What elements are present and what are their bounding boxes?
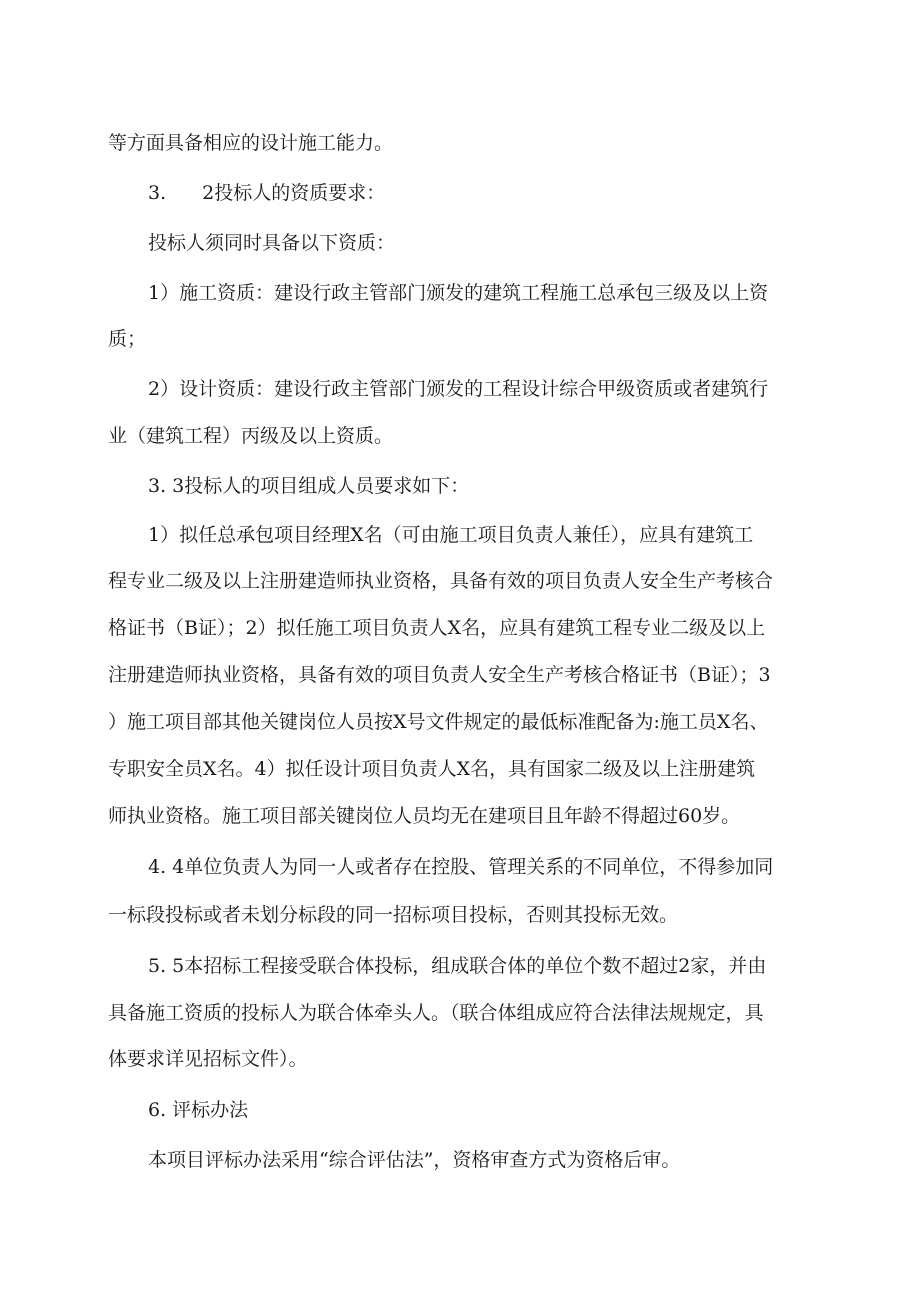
section-number: 3. — [148, 182, 167, 204]
text-line: 5. 5本招标工程接受联合体投标，组成联合体的单位个数不超过2家，并由 — [148, 955, 767, 977]
section-title: 2投标人的资质要求： — [202, 182, 386, 204]
text-line: 4. 4单位负责人为同一人或者存在控股、管理关系的不同单位，不得参加同 — [148, 856, 774, 878]
text-line: 注册建造师执业资格，具备有效的项目负责人安全生产考核合格证书（B证）；3 — [108, 664, 771, 686]
text-line: 2）设计资质：建设行政主管部门颁发的工程设计综合甲级资质或者建筑行 — [148, 378, 769, 400]
section-heading: 6. 评标办法 — [148, 1099, 249, 1121]
section-heading — [148, 181, 385, 205]
text-line: 一标段投标或者未划分标段的同一招标项目投标，否则其投标无效。 — [108, 904, 679, 926]
section-heading: 3. 3投标人的项目组成人员要求如下： — [148, 475, 470, 497]
text-line: 投标人须同时具备以下资质： — [148, 232, 396, 254]
text-line: 程专业二级及以上注册建造师执业资格，具备有效的项目负责人安全生产考核合 — [108, 570, 774, 592]
text-line: ）施工项目部其他关键岗位人员按X号文件规定的最低标准配备为:施工员X名、 — [108, 711, 769, 733]
text-line: 专职安全员X名。4）拟任设计项目负责人X名，具有国家二级及以上注册建筑 — [108, 758, 756, 780]
text-line: 师执业资格。施工项目部关键岗位人员均无在建项目且年龄不得超过60岁。 — [108, 805, 741, 827]
text-line: 质； — [108, 328, 147, 350]
text-line: 体要求详见招标文件）。 — [108, 1048, 308, 1070]
text-line: 1）拟任总承包项目经理X名（可由施工项目负责人兼任），应具有建筑工 — [148, 524, 754, 546]
text-line: 业（建筑工程）丙级及以上资质。 — [108, 425, 394, 447]
text-line: 等方面具备相应的设计施工能力。 — [108, 132, 394, 154]
text-line: 1）施工资质：建设行政主管部门颁发的建筑工程施工总承包三级及以上资 — [148, 282, 769, 304]
text-line: 具备施工资质的投标人为联合体牵头人。（联合体组成应符合法律法规规定，具 — [108, 1002, 764, 1024]
text-line: 本项目评标办法采用“综合评估法”，资格审查方式为资格后审。 — [148, 1149, 681, 1171]
text-line: 格证书（B证）；2）拟任施工项目负责人X名，应具有建筑工程专业二级及以上 — [108, 617, 766, 639]
